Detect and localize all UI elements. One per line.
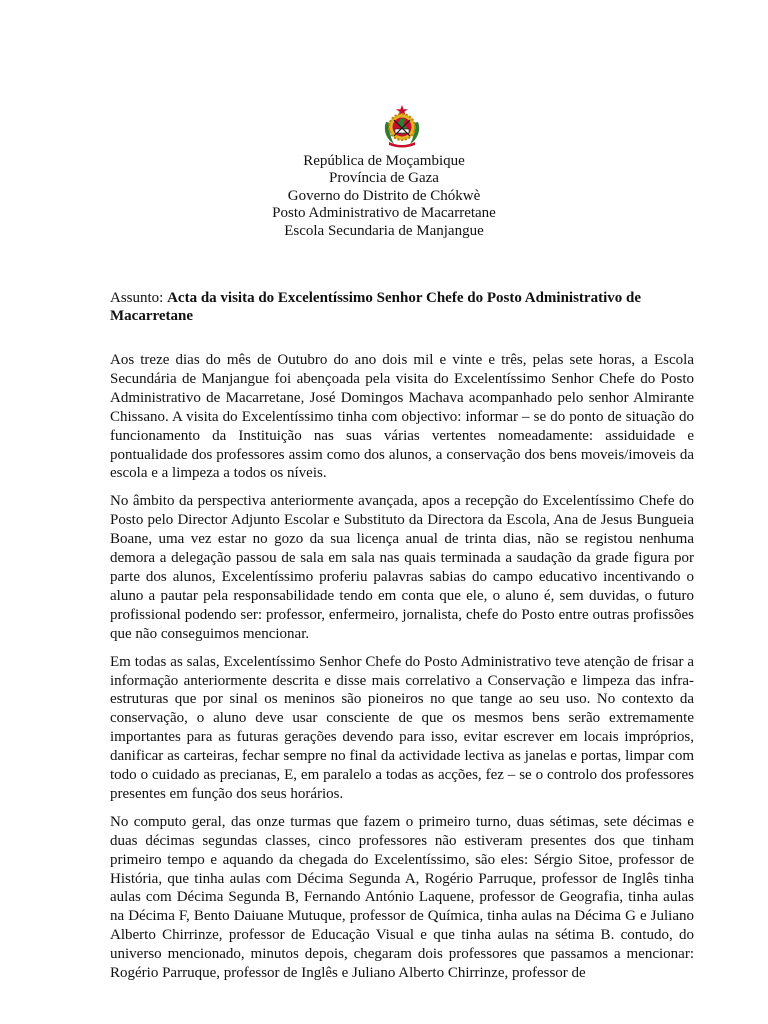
body-paragraph: No computo geral, das onze turmas que fazem o primeiro turno, duas sétimas, sete décimas e duas décimas segundas classes, cinco professores não estiveram presentes dos que tinham primeiro tempo e aquando da chegada do Excelentíssimo, são eles: Sérgio Sitoe, professor de História, que tinha aulas com Décima Segunda A, Rogério Parruque, professor de Inglês tinha aulas com Décima Segunda B, Fernando António Laquene, professor de Geografia, tinha aulas na Décima F, Bento Daiuane Mutuque, professor de Química, tinha aulas na Décima G e Juliano Alberto Chirrinze, professor de Educação Visual e que tinha aulas na sétima B. contudo, do universo mencionado, minutos depois, chegaram dois professores que passamos a mencionar: Rogério Parruque, professor de Inglês e Juliano Alberto Chirrinze, professor de [110, 813, 694, 982]
header-line-district: Governo do Distrito de Chókwè [287, 187, 481, 204]
coat-of-arms-emblem [380, 104, 424, 148]
document-body [110, 351, 694, 992]
subject-title: Acta da visita do Excelentíssimo Senhor Chefe do Posto Administrativo de Macarretane [110, 290, 641, 324]
subject-line [110, 289, 694, 325]
header-line-province: Província de Gaza [329, 170, 439, 187]
body-paragraph: Em todas as salas, Excelentíssimo Senhor Chefe do Posto Administrativo teve atenção de frisar a informação anteriormente descrita e disse mais correlativo a Conservação e limpeza das infra-estruturas que por sinal os meninos são pioneiros no que tange ao seu uso. No contexto da conservação, o aluno deve usar consciente de que os mesmos bens serão extremamente importantes para as futuras gerações devendo para isso, evitar escrever em locais impróprios, danificar as carteiras, fechar sempre no final da actividade lectiva as janelas e portas, limpar com todo o cuidado as precianas, E, em paralelo a todas as acções, fez – se o controlo dos professores presentes em função dos seus horários. [110, 653, 694, 802]
body-paragraph: No âmbito da perspectiva anteriormente avançada, apos a recepção do Excelentíssimo Chefe do Posto pelo Director Adjunto Escolar e Substituto da Directora da Escola, Ana de Jesus Bungueia Boane, uma vez estar no gozo da sua licença anual de trinta dias, não se registou nenhuma demora a delegação passou de sala em sala nas quais terminada a saudação da grade figura por parte dos alunos, Excelentíssimo proferiu palavras sabias do campo educativo incentivando o aluno a pautar pela responsabilidade tendo em conta que ele, o aluno é, sem duvidas, o futuro profissional podendo ser: professor, enfermeiro, jornalista, chefe do Posto entre outras profissões que não conseguimos mencionar. [110, 493, 694, 642]
document-header [0, 153, 768, 240]
header-line-country: República de Moçambique [303, 153, 465, 169]
subject-label: Assunto: [110, 290, 164, 306]
header-line-school: Escola Secundaria de Manjangue [284, 222, 484, 239]
header-line-post: Posto Administrativo de Macarretane [272, 205, 496, 222]
body-paragraph: Aos treze dias do mês de Outubro do ano dois mil e vinte e três, pelas sete horas, a Escola Secundária de Manjangue foi abençoada pela visita do Excelentíssimo Senhor Chefe do Posto Administrativo de Macarretane, José Domingos Machava acompanhado pelo senhor Almirante Chissano. A visita do Excelentíssimo tinha com objectivo: informar – se do ponto de situação do funcionamento da Instituição nas suas várias vertentes nomeadamente: assiduidade e pontualidade dos professores assim como dos alunos, a conservação dos bens moveis/imoveis da escola e a limpeza a todos os níveis. [110, 352, 694, 482]
